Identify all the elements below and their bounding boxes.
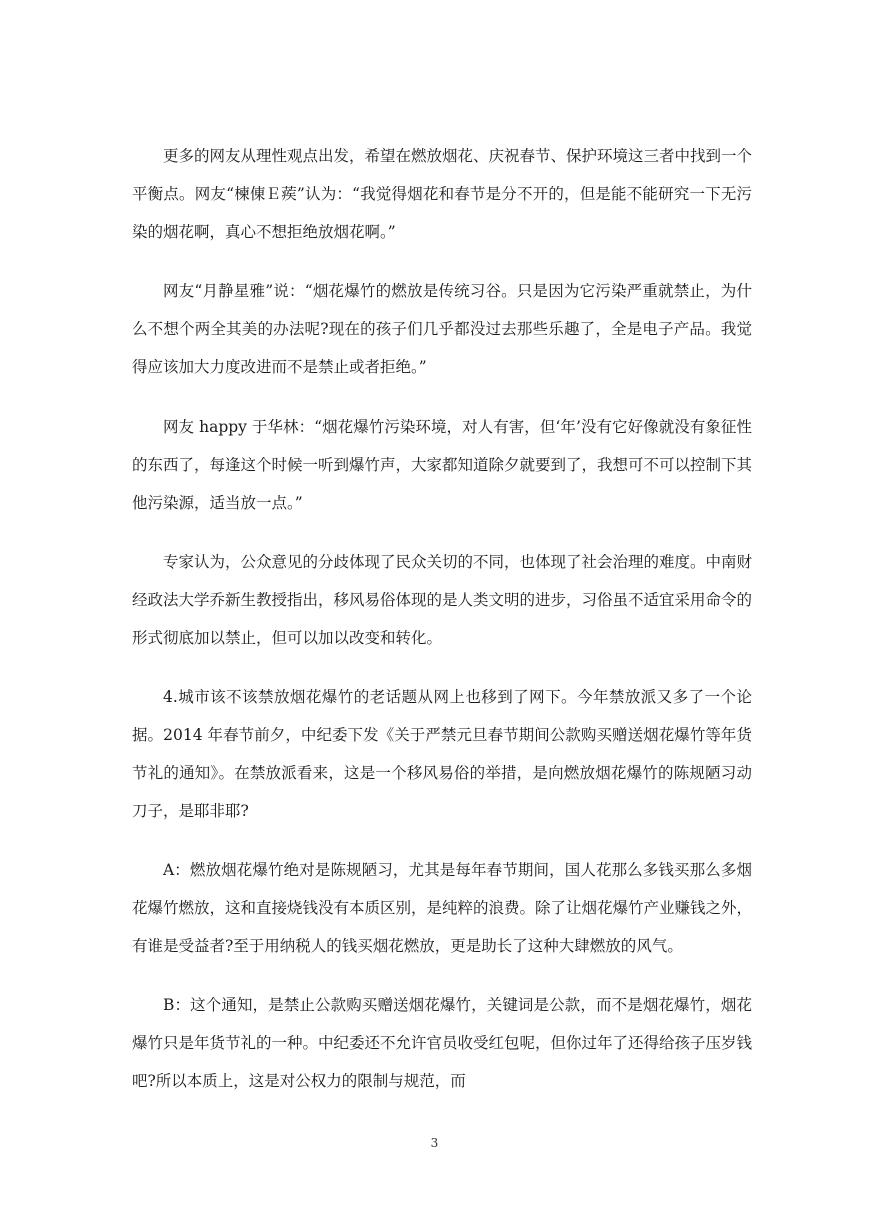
paragraph-netizen-yuejingxingya: 网友“月静星雅”说：“烟花爆竹的燃放是传统习谷。只是因为它污染严重就禁止，为什么不想个两全其美的办法呢?现在的孩子们几乎都没过去那些乐趣了，全是电子产品。我觉得应该加大力度改进而不是禁止或者拒绝。” [132, 282, 752, 376]
paragraph-option-b: B：这个通知，是禁止公款购买赠送烟花爆竹，关键词是公款，而不是烟花爆竹，烟花爆竹只是年货节礼的一种。中纪委还不允许官员收受红包呢，但你过年了还得给孩子压岁钱吧?所以本质上，这是对公权力的限制与规范，而 [132, 996, 753, 1090]
paragraph-option-a: A：燃放烟花爆竹绝对是陈规陋习，尤其是每年春节期间，国人花那么多钱买那么多烟花爆竹燃放，这和直接烧钱没有本质区别，是纯粹的浪费。除了让烟花爆竹产业赚钱之外，有谁是受益者?至于用纳税人的钱买烟花燃放，更是助长了这种大肆燃放的风气。 [132, 861, 753, 955]
page-number: 3 [430, 1136, 439, 1150]
paragraph-question-4: 4.城市该不该禁放烟花爆竹的老话题从网上也移到了网下。今年禁放派又多了一个论据。2014 年春节前夕，中纪委下发《关于严禁元旦春节期间公款购买赠送烟花爆竹等年货节礼的通知》。在禁放派看来，这是一个移风易俗的举措，是向燃放烟花爆竹的陈规陋习动刀子，是耶非耶? [132, 688, 752, 820]
paragraph-netizen-balance: 更多的网友从理性观点出发，希望在燃放烟花、庆祝春节、保护环境这三者中找到一个平衡点。网友“楝倲Ｅ蒺”认为：“我觉得烟花和春节是分不开的，但是能不能研究一下无污染的烟花啊，真心不想拒绝放烟花啊。” [132, 147, 753, 241]
paragraph-netizen-happy: 网友 happy 于华林：“烟花爆竹污染环境，对人有害，但‘年’没有它好像就没有象征性的东西了，每逢这个时候一听到爆竹声，大家都知道除夕就要到了，我想可不可以控制下其他污染源，适当放一点。” [132, 418, 753, 512]
paragraph-expert-opinion: 专家认为，公众意见的分歧体现了民众关切的不同，也体现了社会治理的难度。中南财经政法大学乔新生教授指出，移风易俗体现的是人类文明的进步，习俗虽不适宜采用命令的形式彻底加以禁止，但可以加以改变和转化。 [132, 553, 753, 647]
